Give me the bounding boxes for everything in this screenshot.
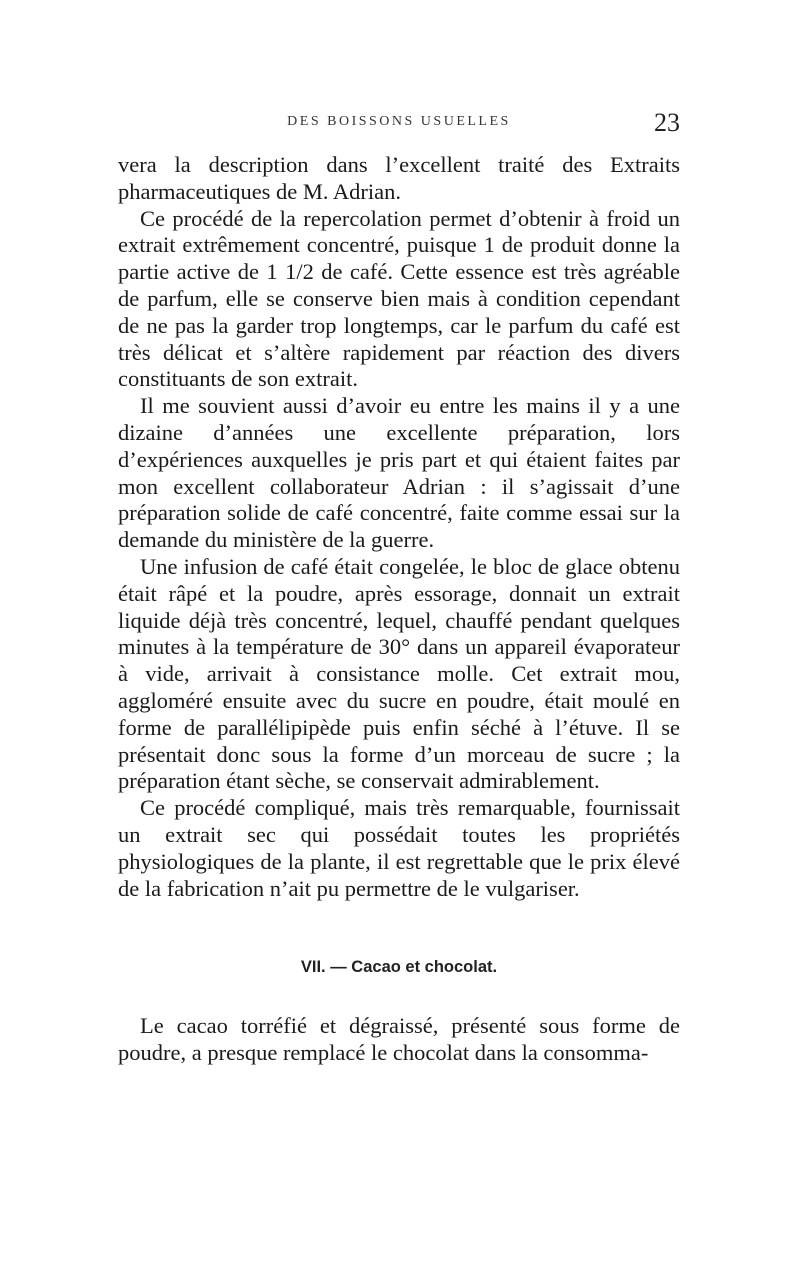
paragraph-infusion-process: Une infusion de café était congelée, le bloc de glace obtenu était râpé et la poudre, après essorage, donnait un extrait liquide déjà très concentré, lequel, chauffé pendant quelques minutes à la température de 30° dans un appareil évaporateur à vide, arrivait à consistance molle. Cet extrait mou, aggloméré ensuite avec du sucre en poudre, était moulé en forme de parallélipipède puis enfin séché à l’étuve. Il se présentait donc sous la forme d’un morceau de sucre ; la préparation étant sèche, se conservait admirablement. (118, 553, 680, 794)
section-heading: VII. — Cacao et chocolat. (300, 958, 498, 976)
paragraph-cacao: Le cacao torréfié et dégraissé, présenté sous forme de poudre, a presque remplacé le chocolat dans la consomma- (118, 1013, 680, 1065)
section-body-text (118, 1012, 680, 1066)
paragraph-complicated-process: Ce procédé compliqué, mais très remarquable, fournissait un extrait sec qui possédait toutes les propriétés physiologiques de la plante, il est regrettable que le prix élevé de la fabrication n’ait pu permettre de le vulgariser. (118, 795, 680, 901)
paragraph-repercolation: Ce procédé de la repercolation permet d’obtenir à froid un extrait extrêmement concentré, puisque 1 de produit donne la partie active de 1 1/2 de café. Cette essence est très agréable de parfum, elle se conserve bien mais à condition cependant de ne pas la garder trop longtemps, car le parfum du café est très délicat et s’altère rapidement par réaction des divers constituants de son extrait. (118, 205, 680, 392)
paragraph-continuation: vera la description dans l’excellent traité des Extraits pharmaceutiques de M. Adrian. (118, 152, 680, 204)
running-head (118, 108, 680, 138)
body-text (118, 152, 680, 902)
page-number: 23 (654, 108, 680, 137)
paragraph-adrian-preparation: Il me souvient aussi d’avoir eu entre les mains il y a une dizaine d’années une excellente préparation, lors d’expériences auxquelles je pris part et qui étaient faites par mon excellent collaborateur Adrian : il s’agissait d’une préparation solide de café concentré, faite comme essai sur la demande du ministère de la guerre. (118, 393, 680, 553)
running-title: DES BOISSONS USUELLES (287, 114, 511, 129)
